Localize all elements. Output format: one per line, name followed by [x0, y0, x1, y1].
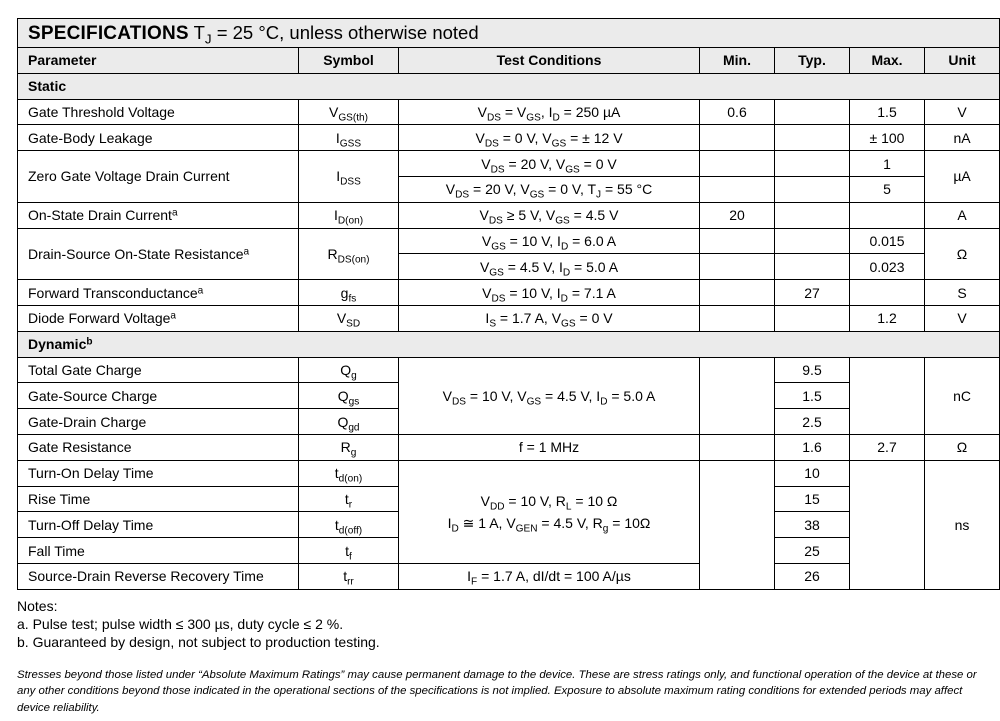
typ-cell: 10: [775, 460, 850, 486]
header-row: [18, 48, 1000, 74]
typ-cell: 2.5: [775, 409, 850, 435]
condition-cell: $V_{GS} = 10$ V, $I_D = 6.0$ A: [399, 228, 700, 254]
symbol-cell: $V_{SD}$: [299, 305, 399, 331]
unit-cell: µA: [925, 151, 1000, 203]
min-cell: [700, 305, 775, 331]
max-cell: 0.015: [850, 228, 925, 254]
parameter-cell: Turn-Off Delay Time: [18, 512, 299, 538]
typ-cell: [775, 125, 850, 151]
note-a: a. Pulse test; pulse width ≤ 300 µs, duty cycle ≤ 2 %.: [17, 615, 344, 632]
max-cell: 1.2: [850, 305, 925, 331]
parameter-cell: Gate-Body Leakage: [18, 125, 299, 151]
typ-cell: [775, 202, 850, 228]
unit-cell: Ω: [925, 434, 1000, 460]
condition-cell: $V_{DS} \ge 5$ V, $V_{GS} = 4.5$ V: [399, 202, 700, 228]
table-row: [18, 202, 1000, 228]
symbol-cell: $t_{rr}$: [299, 563, 399, 589]
condition-cell: $V_{DS} = 10$ V, $V_{GS} = 4.5$ V, $I_D = 5.0$ A: [399, 357, 700, 434]
typ-cell: [775, 254, 850, 280]
max-cell: 1.5: [850, 99, 925, 125]
symbol-cell: $t_f$: [299, 538, 399, 564]
symbol-cell: $Q_{gd}$: [299, 409, 399, 435]
parameter-cell: Gate Threshold Voltage: [18, 99, 299, 125]
table-row: [18, 305, 1000, 331]
parameter-cell: Zero Gate Voltage Drain Current: [18, 151, 299, 203]
parameter-cell: Forward Transconductance$^a$: [18, 280, 299, 306]
symbol-cell: $t_{d(off)}$: [299, 512, 399, 538]
table-row: [18, 228, 1000, 254]
condition-cell: $V_{GS} = 4.5$ V, $I_D = 5.0$ A: [399, 254, 700, 280]
symbol-cell: $V_{GS(th)}$: [299, 99, 399, 125]
min-cell: [700, 254, 775, 280]
max-cell: 1: [850, 151, 925, 177]
unit-cell: nC: [925, 357, 1000, 434]
max-cell: ± 100: [850, 125, 925, 151]
symbol-cell: $Q_{gs}$: [299, 383, 399, 409]
parameter-cell: On-State Drain Current$^a$: [18, 202, 299, 228]
notes-heading: Notes:: [17, 597, 58, 614]
typ-cell: [775, 176, 850, 202]
parameter-cell: Drain-Source On-State Resistance$^a$: [18, 228, 299, 280]
max-cell: 5: [850, 176, 925, 202]
parameter-cell: Diode Forward Voltage$^a$: [18, 305, 299, 331]
table-row: [18, 460, 1000, 486]
table-row: [18, 434, 1000, 460]
condition-cell: $I_F = 1.7$ A, dI/dt = 100 A/µs: [399, 563, 700, 589]
symbol-cell: $R_{DS(on)}$: [299, 228, 399, 280]
unit-cell: S: [925, 280, 1000, 306]
condition-cell: $V_{DS} = 0$ V, $V_{GS}$ = ± 12 V: [399, 125, 700, 151]
table-row: [18, 99, 1000, 125]
max-cell: 2.7: [850, 434, 925, 460]
parameter-cell: Rise Time: [18, 486, 299, 512]
symbol-cell: $I_{DSS}$: [299, 151, 399, 203]
parameter-cell: Gate-Source Charge: [18, 383, 299, 409]
condition-cell: $I_S = 1.7$ A, $V_{GS} = 0$ V: [399, 305, 700, 331]
parameter-cell: Turn-On Delay Time: [18, 460, 299, 486]
specifications-table: [17, 18, 1000, 590]
typ-cell: [775, 151, 850, 177]
unit-cell: V: [925, 305, 1000, 331]
note-b: b. Guaranteed by design, not subject to production testing.: [17, 633, 380, 650]
unit-cell: Ω: [925, 228, 1000, 280]
parameter-cell: Total Gate Charge: [18, 357, 299, 383]
typ-cell: 15: [775, 486, 850, 512]
min-cell: [700, 151, 775, 177]
parameter-cell: Source-Drain Reverse Recovery Time: [18, 563, 299, 589]
typ-cell: 25: [775, 538, 850, 564]
parameter-cell: Gate Resistance: [18, 434, 299, 460]
unit-cell: V: [925, 99, 1000, 125]
symbol-cell: $g_{fs}$: [299, 280, 399, 306]
parameter-cell: Gate-Drain Charge: [18, 409, 299, 435]
unit-cell: A: [925, 202, 1000, 228]
min-cell: [700, 434, 775, 460]
typ-cell: 1.6: [775, 434, 850, 460]
min-cell: [700, 280, 775, 306]
condition-cell: f = 1 MHz: [399, 434, 700, 460]
max-cell: [850, 357, 925, 434]
typ-cell: 38: [775, 512, 850, 538]
typ-cell: 9.5: [775, 357, 850, 383]
header-min: Min.: [700, 48, 775, 74]
min-cell: [700, 125, 775, 151]
condition-cell: $V_{DS} = 20$ V, $V_{GS} = 0$ V, $T_J = 55$ °C: [399, 176, 700, 202]
disclaimer: Stresses beyond those listed under “Absolute Maximum Ratings” may cause permanent damage to the device. These are stress ratings only, and functional operation of the device at these or any other conditions beyond those indicated in the operational sections of the specifications is not implied. Exposure to absolute maximum rating conditions for extended periods may affect device reliability.: [17, 668, 977, 714]
header-max: Max.: [850, 48, 925, 74]
min-cell: 20: [700, 202, 775, 228]
symbol-cell: $t_r$: [299, 486, 399, 512]
condition-cell: $V_{DS} = 10$ V, $I_D = 7.1$ A: [399, 280, 700, 306]
min-cell: 0.6: [700, 99, 775, 125]
specifications-block: [17, 18, 983, 716]
section-static: Static: [18, 73, 1000, 99]
min-cell: [700, 357, 775, 434]
table-title: SPECIFICATIONS $T_J = 25$ °C, unless otherwise noted: [18, 19, 1000, 48]
min-cell: [700, 228, 775, 254]
header-symbol: Symbol: [299, 48, 399, 74]
max-cell: 0.023: [850, 254, 925, 280]
min-cell: [700, 460, 775, 589]
table-row: [18, 357, 1000, 383]
header-typ: Typ.: [775, 48, 850, 74]
title-row: [18, 19, 1000, 48]
symbol-cell: $R_g$: [299, 434, 399, 460]
header-unit: Unit: [925, 48, 1000, 74]
min-cell: [700, 176, 775, 202]
symbol-cell: $Q_g$: [299, 357, 399, 383]
table-row: [18, 151, 1000, 177]
typ-cell: [775, 228, 850, 254]
max-cell: [850, 460, 925, 589]
symbol-cell: $I_{GSS}$: [299, 125, 399, 151]
typ-cell: 26: [775, 563, 850, 589]
unit-cell: ns: [925, 460, 1000, 589]
condition-cell: $V_{DS} = V_{GS}$, $I_D = 250$ µA: [399, 99, 700, 125]
table-row: [18, 280, 1000, 306]
notes: [17, 597, 983, 651]
typ-cell: 1.5: [775, 383, 850, 409]
max-cell: [850, 280, 925, 306]
table-row: [18, 125, 1000, 151]
symbol-cell: $I_{D(on)}$: [299, 202, 399, 228]
condition-cell: $V_{DS} = 20$ V, $V_{GS} = 0$ V: [399, 151, 700, 177]
typ-cell: [775, 305, 850, 331]
max-cell: [850, 202, 925, 228]
symbol-cell: $t_{d(on)}$: [299, 460, 399, 486]
condition-cell: $V_{DD} = 10$ V, $R_L = 10$ Ω $I_D$ ≅ 1 A, $V_{GEN} = 4.5$ V, $R_g = 10\Omega$: [399, 460, 700, 563]
typ-cell: 27: [775, 280, 850, 306]
header-parameter: Parameter: [18, 48, 299, 74]
section-dynamic: Dynamic$^b$: [18, 331, 1000, 357]
parameter-cell: Fall Time: [18, 538, 299, 564]
unit-cell: nA: [925, 125, 1000, 151]
typ-cell: [775, 99, 850, 125]
header-test-conditions: Test Conditions: [399, 48, 700, 74]
